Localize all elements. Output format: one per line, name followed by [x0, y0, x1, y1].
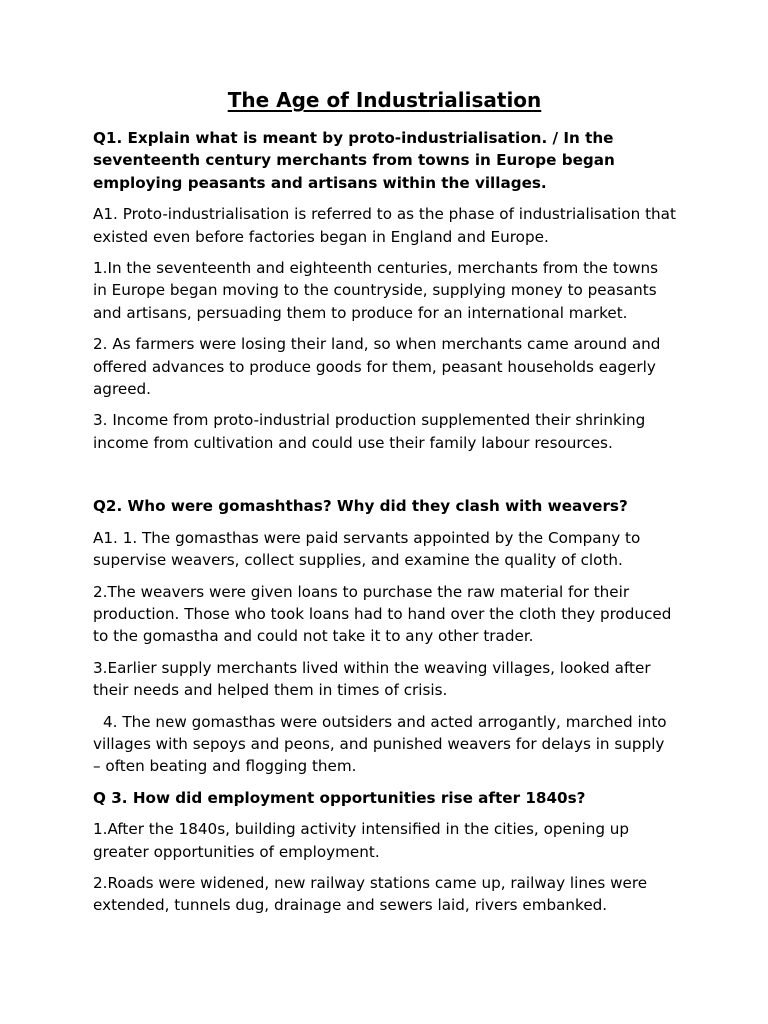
section-spacer [93, 463, 676, 495]
answer-paragraph: 3.Earlier supply merchants lived within the weaving villages, looked after their needs and helped them in times of crisis. [93, 658, 651, 700]
answer-paragraph: 2.The weavers were given loans to purchase the raw material for their production. Those who took loans had to hand over the cloth they produced to the gomastha and could not take it to any other trader. [93, 582, 672, 646]
answer-paragraph: 1.After the 1840s, building activity intensified in the cities, opening up greater opportunities of employment. [93, 820, 630, 861]
question-1: Q1. Explain what is meant by proto-industrialisation. / In the seventeenth century merchants from towns in Europe began employing peasants and artisans within the villages. [93, 129, 615, 192]
answer-paragraph: A1. Proto-industrialisation is referred to as the phase of industrialisation that existed even before factories began in England and Europe. [93, 205, 676, 246]
answer-paragraph: 3. Income from proto-industrial production supplemented their shrinking income from cultivation and could use their family labour resources. [93, 411, 646, 452]
page-title: The Age of Industrialisation [227, 88, 542, 112]
answer-paragraph: 2. As farmers were losing their land, so when merchants came around and offered advances to produce goods for them, peasant households eagerly agreed. [93, 335, 661, 399]
question-3: Q 3. How did employment opportunities rise after 1840s? [93, 788, 586, 807]
answer-paragraph: 4. The new gomasthas were outsiders and acted arrogantly, marched into villages with sepoys and peons, and punished weavers for delays in supply – often beating and flogging them. [93, 712, 667, 776]
answer-paragraph: 2.Roads were widened, new railway stations came up, railway lines were extended, tunnels dug, drainage and sewers laid, rivers embanked. [93, 873, 648, 915]
answer-paragraph: 1.In the seventeenth and eighteenth centuries, merchants from the towns in Europe began moving to the countryside, supplying money to peasants and artisans, persuading them to produce for an international market. [93, 259, 659, 322]
answer-paragraph: A1. 1. The gomasthas were paid servants appointed by the Company to supervise weavers, collect supplies, and examine the quality of cloth. [93, 528, 641, 570]
question-2: Q2. Who were gomashthas? Why did they clash with weavers? [93, 497, 628, 516]
